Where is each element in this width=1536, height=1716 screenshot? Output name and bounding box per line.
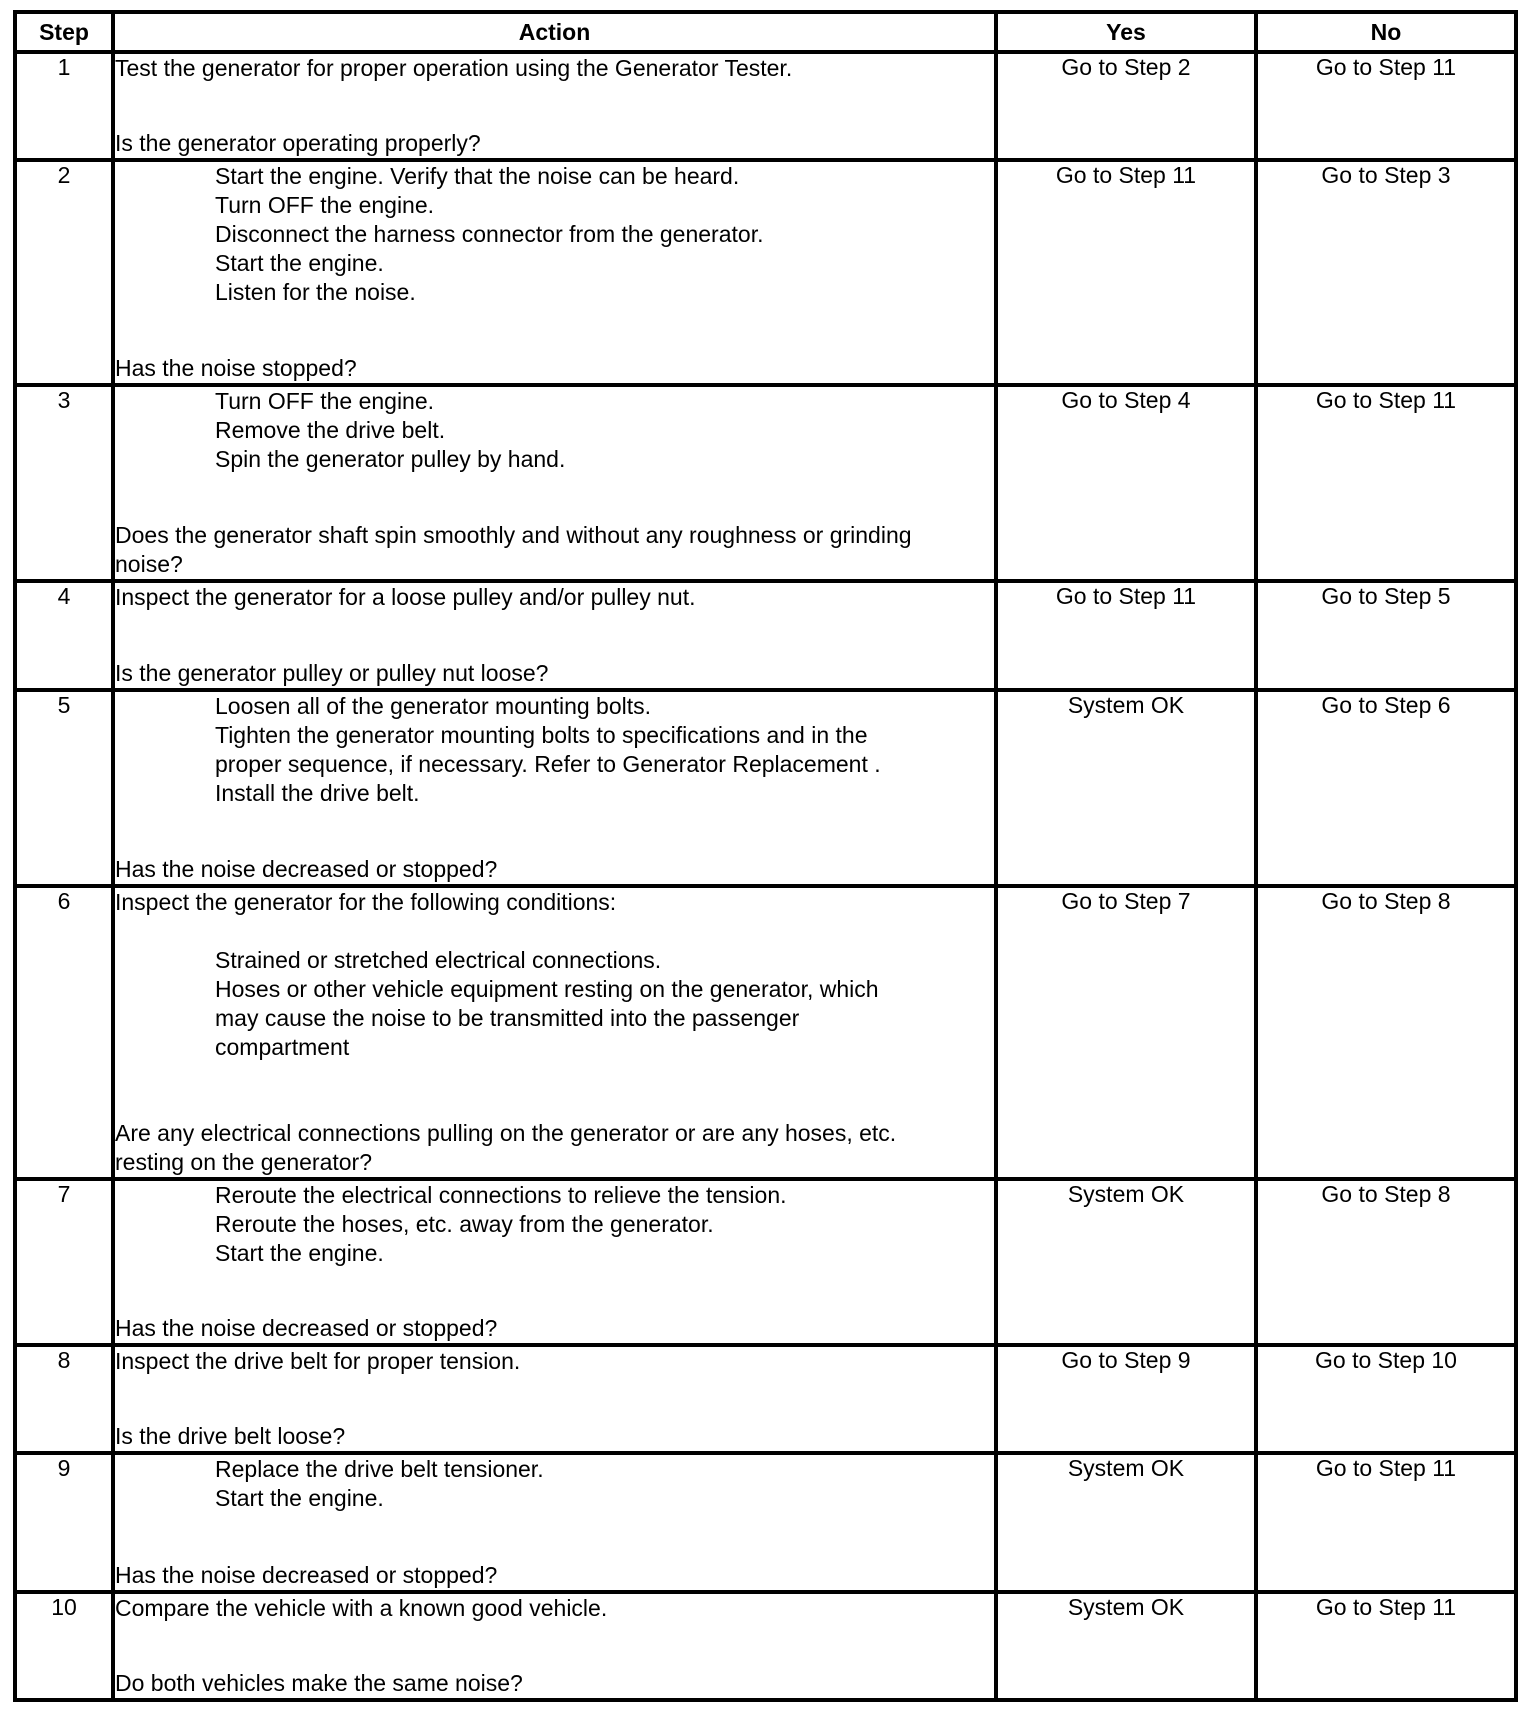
- substep: Install the drive belt.: [215, 780, 420, 807]
- substep: Spin the generator pulley by hand.: [215, 445, 566, 472]
- yes-result: Go to Step 2: [996, 52, 1256, 160]
- header-no: No: [1256, 12, 1516, 52]
- no-result: Go to Step 8: [1256, 1179, 1516, 1345]
- no-result: Go to Step 5: [1256, 581, 1516, 690]
- table-row: [15, 1592, 1516, 1700]
- step-number: 2: [15, 160, 113, 384]
- table-row: [15, 385, 1516, 581]
- table-row: [15, 1179, 1516, 1345]
- substep: Replace the drive belt tensioner.: [215, 1456, 544, 1483]
- no-result: Go to Step 3: [1256, 160, 1516, 384]
- action-intro: Test the generator for proper operation using the Generator Tester.: [115, 55, 793, 81]
- substep: Turn OFF the engine.: [215, 387, 435, 414]
- table-row: [15, 160, 1516, 384]
- yes-result: System OK: [996, 1453, 1256, 1591]
- substep: Hoses or other vehicle equipment resting on the generator, which: [215, 976, 879, 1003]
- header-row: [15, 12, 1516, 52]
- step-number: 7: [15, 1179, 113, 1345]
- step-number: 3: [15, 385, 113, 581]
- action-cell: [113, 886, 996, 1179]
- question-line: noise?: [115, 550, 183, 577]
- yes-result: System OK: [996, 1592, 1256, 1700]
- substep: Turn OFF the engine.: [215, 192, 435, 219]
- substep: may cause the noise to be transmitted into the passenger: [215, 1005, 800, 1032]
- table-row: [15, 1345, 1516, 1453]
- substep: Reroute the electrical connections to relieve the tension.: [215, 1182, 787, 1208]
- action-question: Has the noise decreased or stopped?: [115, 856, 498, 883]
- table-row: [15, 581, 1516, 690]
- action-question: Has the noise decreased or stopped?: [115, 1315, 498, 1342]
- yes-result: System OK: [996, 1179, 1256, 1345]
- yes-result: System OK: [996, 690, 1256, 886]
- action-intro: Inspect the generator for the following conditions:: [115, 889, 617, 916]
- table-row: [15, 52, 1516, 160]
- action-question: Is the generator pulley or pulley nut loose?: [115, 660, 549, 687]
- action-question: Has the noise stopped?: [115, 354, 357, 381]
- action-intro: Compare the vehicle with a known good vehicle.: [115, 1594, 608, 1621]
- action-cell: [113, 690, 996, 886]
- substep-list: [115, 1455, 994, 1513]
- substep: proper sequence, if necessary. Refer to Generator Replacement .: [215, 751, 881, 778]
- substep: Reroute the hoses, etc. away from the generator.: [215, 1211, 714, 1237]
- action-cell: [113, 1345, 996, 1453]
- action-cell: [113, 160, 996, 384]
- no-result: Go to Step 11: [1256, 1592, 1516, 1700]
- step-number: 10: [15, 1592, 113, 1700]
- yes-result: Go to Step 7: [996, 886, 1256, 1179]
- action-cell: [113, 52, 996, 160]
- header-yes: Yes: [996, 12, 1256, 52]
- substep: Start the engine.: [215, 1240, 384, 1266]
- step-number: 9: [15, 1453, 113, 1591]
- header-step: Step: [15, 12, 113, 52]
- substep-list: [115, 692, 994, 808]
- substep-list: [115, 1181, 994, 1268]
- yes-result: Go to Step 4: [996, 385, 1256, 581]
- no-result: Go to Step 11: [1256, 1453, 1516, 1591]
- substep: Disconnect the harness connector from the generator.: [215, 221, 764, 248]
- action-cell: [113, 1179, 996, 1345]
- substep: Start the engine.: [215, 250, 384, 277]
- question-line: resting on the generator?: [115, 1149, 373, 1175]
- substep: Loosen all of the generator mounting bolts.: [215, 693, 652, 720]
- yes-result: Go to Step 11: [996, 581, 1256, 690]
- substep: Strained or stretched electrical connections.: [215, 947, 662, 974]
- substep-list: [115, 162, 994, 307]
- table-row: [15, 1453, 1516, 1591]
- action-question: Is the drive belt loose?: [115, 1423, 346, 1450]
- step-number: 1: [15, 52, 113, 160]
- action-question: Has the noise decreased or stopped?: [115, 1561, 498, 1588]
- no-result: Go to Step 11: [1256, 52, 1516, 160]
- no-result: Go to Step 10: [1256, 1345, 1516, 1453]
- table-row: [15, 690, 1516, 886]
- question-line: Does the generator shaft spin smoothly and without any roughness or grinding: [115, 521, 912, 548]
- action-question: [115, 521, 994, 579]
- action-cell: [113, 1592, 996, 1700]
- question-line: Are any electrical connections pulling on the generator or are any hoses, etc.: [115, 1120, 897, 1146]
- step-number: 4: [15, 581, 113, 690]
- action-intro: Inspect the generator for a loose pulley and/or pulley nut.: [115, 583, 696, 610]
- action-question: Do both vehicles make the same noise?: [115, 1670, 523, 1696]
- substep: Tighten the generator mounting bolts to specifications and in the: [215, 722, 868, 749]
- header-action: Action: [113, 12, 996, 52]
- substep: compartment: [215, 1034, 350, 1061]
- step-number: 8: [15, 1345, 113, 1453]
- substep: Start the engine. Verify that the noise can be heard.: [215, 163, 740, 190]
- action-question: Is the generator operating properly?: [115, 130, 481, 157]
- substep: Listen for the noise.: [215, 279, 416, 306]
- substep: Remove the drive belt.: [215, 416, 446, 443]
- yes-result: Go to Step 9: [996, 1345, 1256, 1453]
- diagnostic-table: [13, 10, 1518, 1702]
- action-cell: [113, 385, 996, 581]
- action-question: [115, 1119, 994, 1177]
- substep-list: [115, 387, 994, 474]
- step-number: 6: [15, 886, 113, 1179]
- action-intro: Inspect the drive belt for proper tension.: [115, 1348, 521, 1375]
- table-row: [15, 886, 1516, 1179]
- yes-result: Go to Step 11: [996, 160, 1256, 384]
- action-cell: [113, 1453, 996, 1591]
- no-result: Go to Step 8: [1256, 886, 1516, 1179]
- no-result: Go to Step 6: [1256, 690, 1516, 886]
- action-body: [115, 888, 994, 1062]
- no-result: Go to Step 11: [1256, 385, 1516, 581]
- substep: Start the engine.: [215, 1485, 384, 1512]
- action-cell: [113, 581, 996, 690]
- step-number: 5: [15, 690, 113, 886]
